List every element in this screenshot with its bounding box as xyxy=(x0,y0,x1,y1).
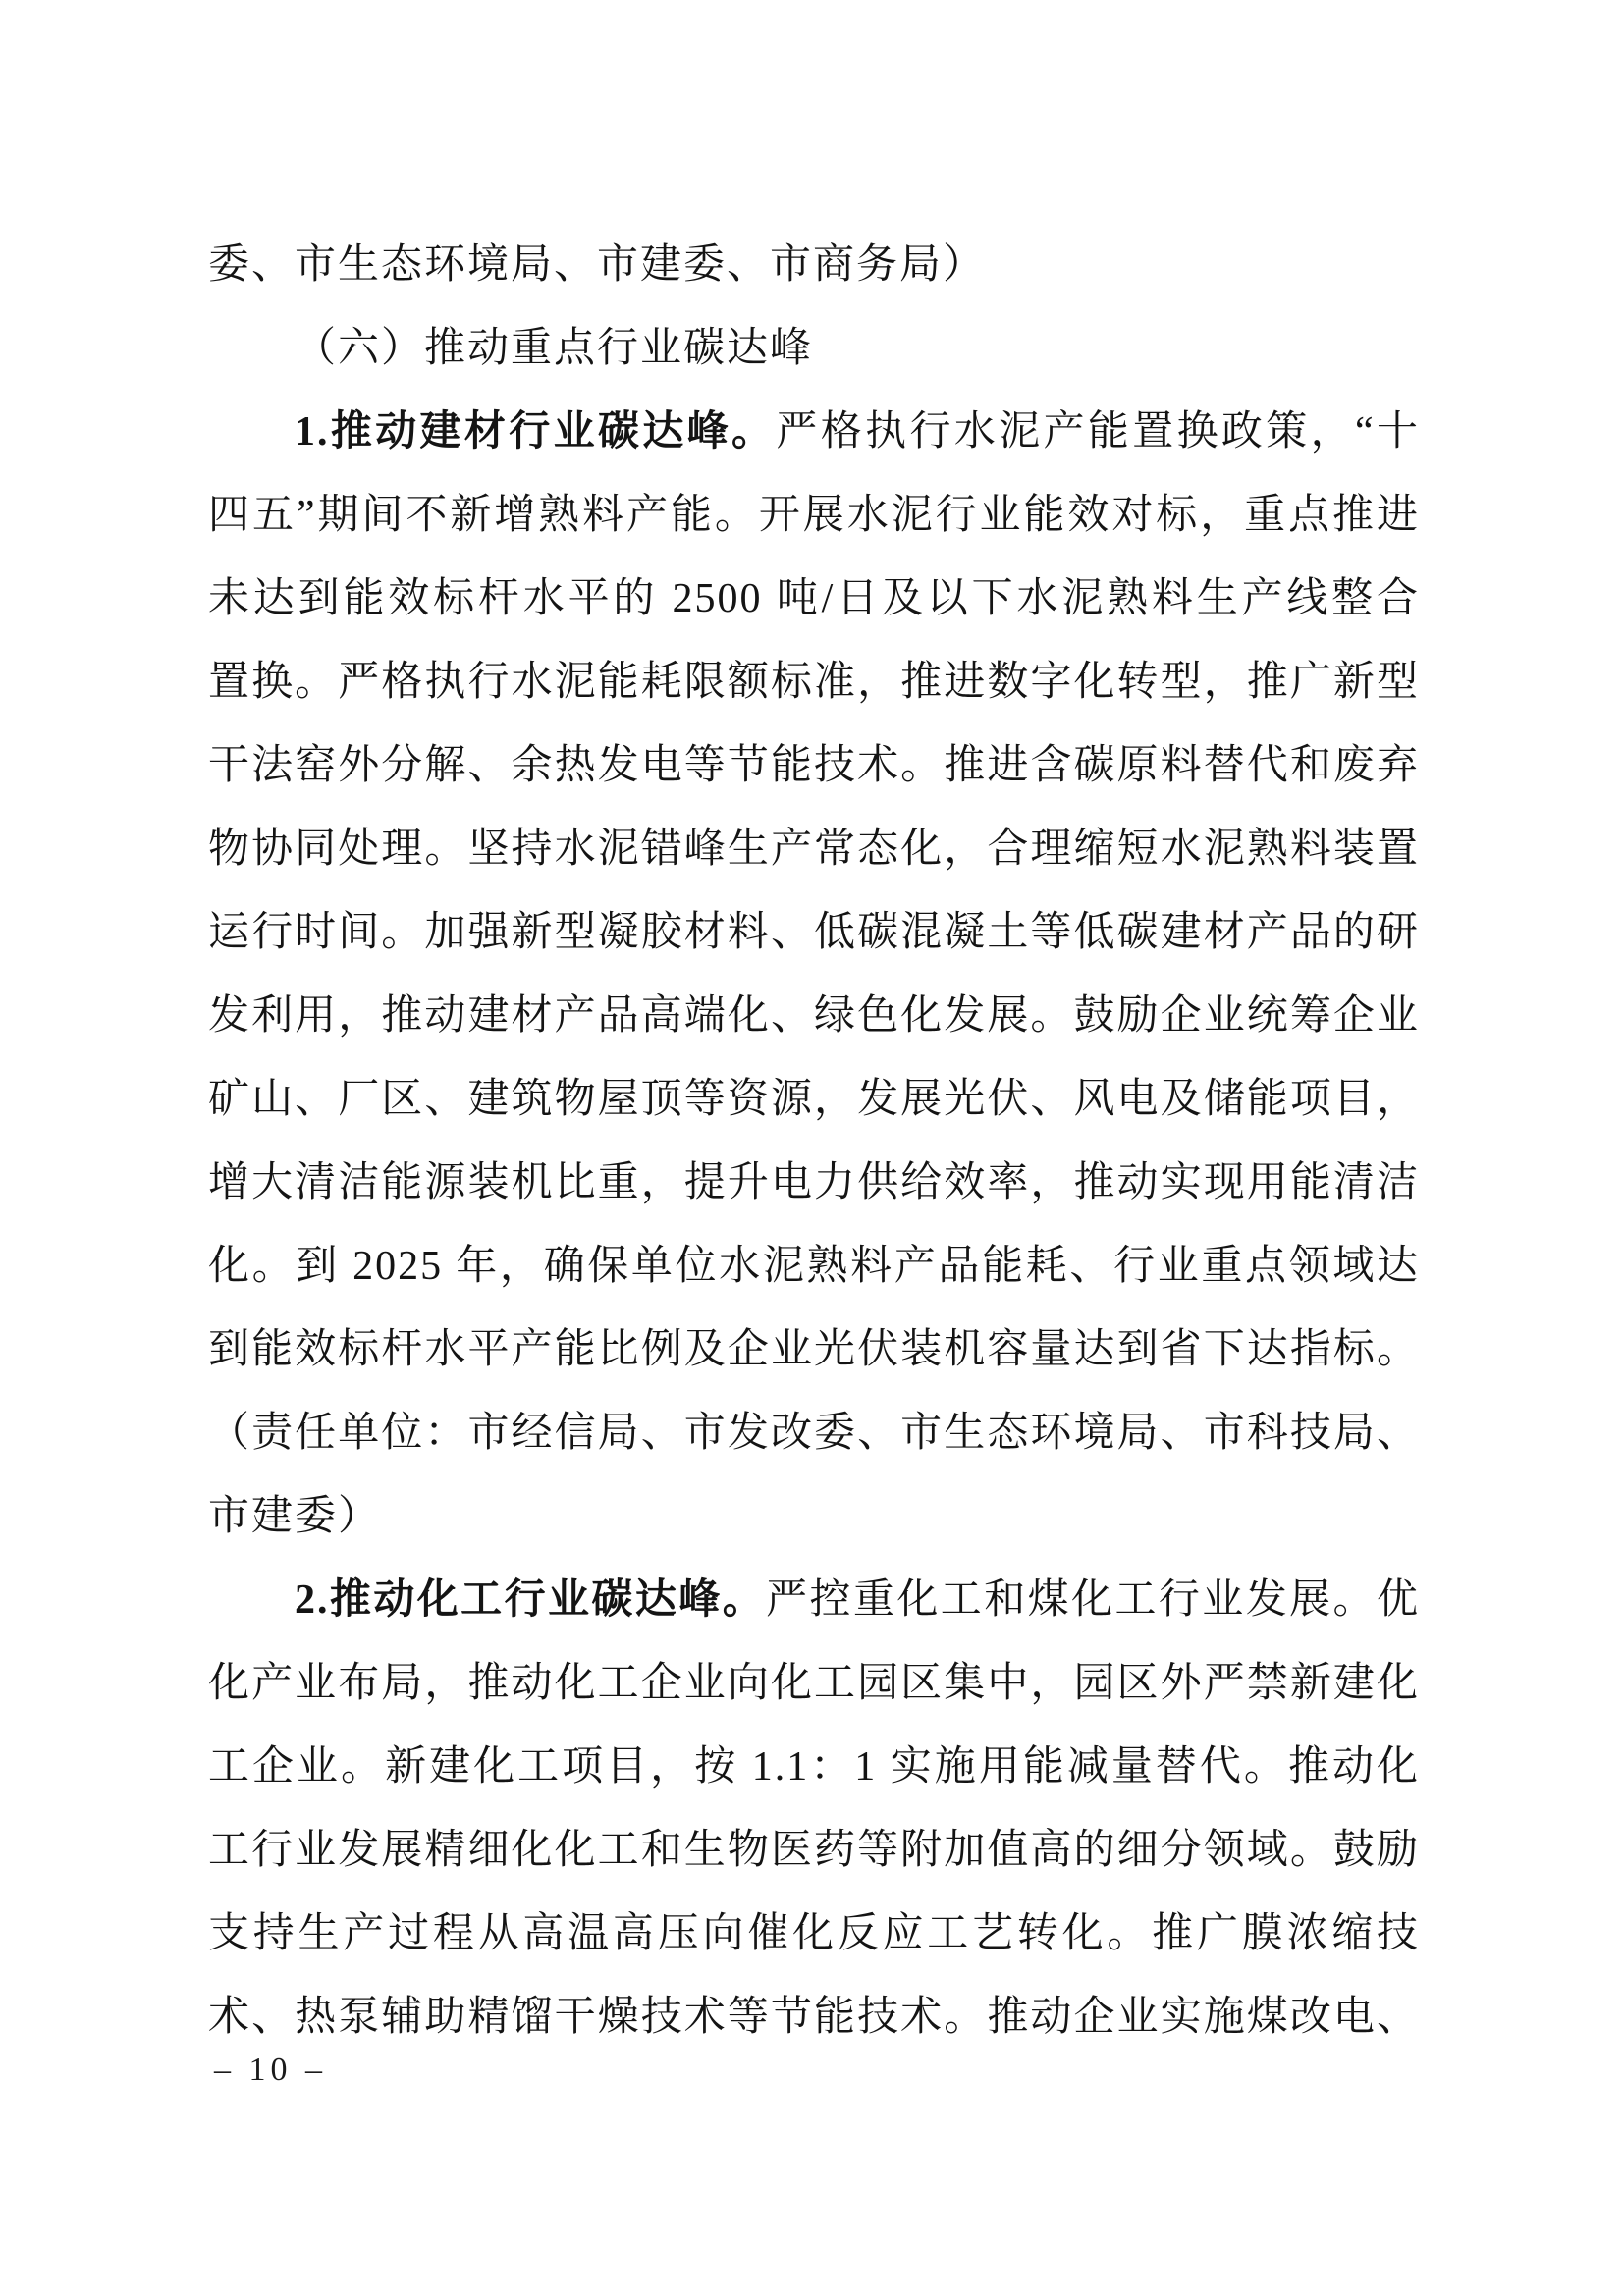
page-number: – 10 – xyxy=(214,2052,327,2088)
body-line xyxy=(208,641,1420,724)
line-text: 干法窑外分解、余热发电等节能技术。推进含碳原料替代和废弃 xyxy=(208,743,1420,788)
line-text: 工企业。新建化工项目，按 1.1：1 实施用能减量替代。推动化 xyxy=(208,1744,1420,1789)
section-heading-text: （六）推动重点行业碳达峰 xyxy=(295,326,814,371)
body-line xyxy=(208,724,1420,808)
body-line xyxy=(208,1308,1420,1392)
line-text: （责任单位：市经信局、市发改委、市生态环境局、市科技局、 xyxy=(208,1411,1420,1456)
body-line xyxy=(208,1809,1420,1893)
numbered-heading-text: 1.推动建材行业碳达峰。 xyxy=(295,409,777,454)
line-text: 运行时间。加强新型凝胶材料、低碳混凝土等低碳建材产品的研 xyxy=(208,910,1420,955)
numbered-heading-line xyxy=(208,391,1420,474)
line-text: 矿山、厂区、建筑物屋顶等资源，发展光伏、风电及储能项目， xyxy=(208,1077,1420,1122)
body-line xyxy=(208,1642,1420,1726)
body-line xyxy=(208,1058,1420,1142)
line-text: 支持生产过程从高温高压向催化反应工艺转化。推广膜浓缩技 xyxy=(208,1911,1420,1956)
body-line xyxy=(208,1225,1420,1308)
line-text: 置换。严格执行水泥能耗限额标准，推进数字化转型，推广新型 xyxy=(208,660,1420,705)
line-text: 到能效标杆水平产能比例及企业光伏装机容量达到省下达指标。 xyxy=(208,1327,1420,1372)
body-line xyxy=(208,808,1420,891)
line-text: 委、市生态环境局、市建委、市商务局） xyxy=(208,242,987,288)
body-line xyxy=(208,1142,1420,1225)
line-text: 物协同处理。坚持水泥错峰生产常态化，合理缩短水泥熟料装置 xyxy=(208,827,1420,872)
numbered-heading-text: 2.推动化工行业碳达峰。 xyxy=(295,1577,767,1623)
line-text: 术、热泵辅助精馏干燥技术等节能技术。推动企业实施煤改电、 xyxy=(208,1995,1420,2040)
numbered-heading-line xyxy=(208,1559,1420,1642)
body-line xyxy=(208,975,1420,1058)
responsibility-line-end xyxy=(208,1475,1420,1559)
line-text: 四五”期间不新增熟料产能。开展水泥行业能效对标，重点推进 xyxy=(208,493,1420,538)
body-line xyxy=(208,1893,1420,1976)
body-line xyxy=(208,1726,1420,1809)
body-line xyxy=(208,558,1420,641)
document-body xyxy=(208,224,1420,2059)
line-text: 工行业发展精细化化工和生物医药等附加值高的细分领域。鼓励 xyxy=(208,1828,1420,1873)
body-line xyxy=(208,891,1420,975)
line-text: 化产业布局，推动化工企业向化工园区集中，园区外严禁新建化 xyxy=(208,1661,1420,1706)
line-text: 化。到 2025 年，确保单位水泥熟料产品能耗、行业重点领域达 xyxy=(208,1244,1420,1289)
line-text: 发利用，推动建材产品高端化、绿色化发展。鼓励企业统筹企业 xyxy=(208,993,1420,1039)
body-line xyxy=(208,474,1420,558)
body-line xyxy=(208,224,1420,307)
line-text: 严控重化工和煤化工行业发展。优 xyxy=(766,1577,1420,1623)
body-line xyxy=(208,1976,1420,2059)
line-text: 未达到能效标杆水平的 2500 吨/日及以下水泥熟料生产线整合 xyxy=(208,576,1420,621)
line-text: 市建委） xyxy=(208,1494,382,1539)
responsibility-line xyxy=(208,1392,1420,1475)
line-text: 严格执行水泥产能置换政策，“十 xyxy=(776,409,1420,454)
line-text: 增大清洁能源装机比重，提升电力供给效率，推动实现用能清洁 xyxy=(208,1160,1420,1205)
section-heading-line xyxy=(208,307,1420,391)
